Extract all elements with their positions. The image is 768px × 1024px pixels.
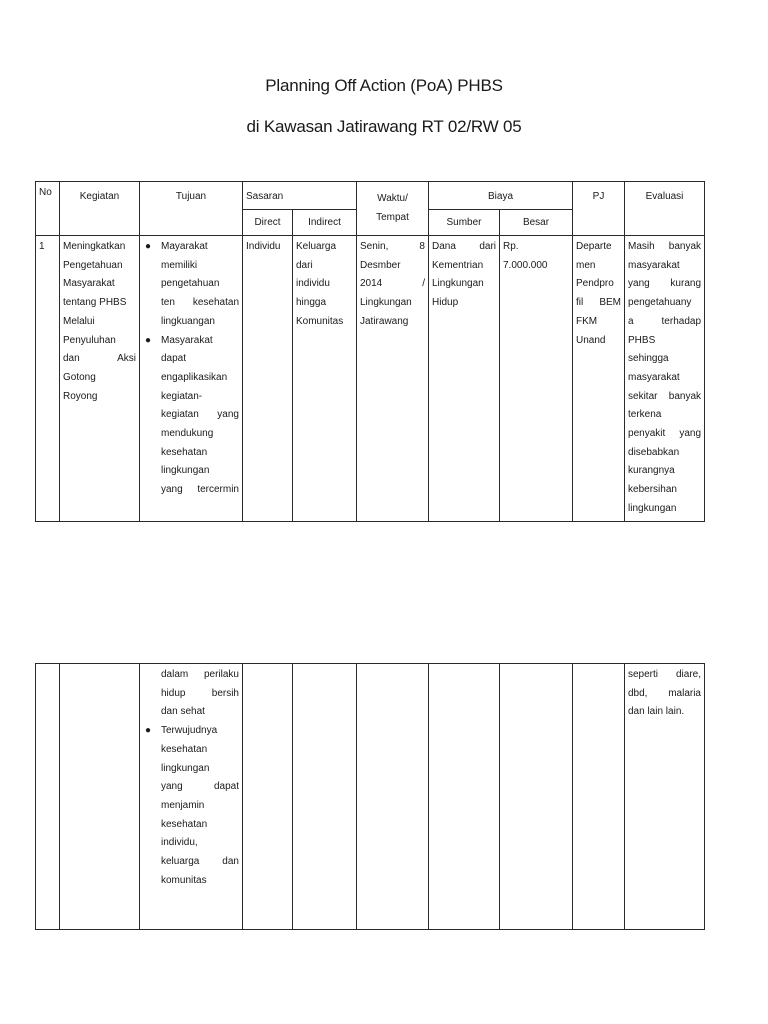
indirect-line: dari	[296, 259, 313, 271]
kegiatan-line: Masyarakat	[63, 278, 115, 290]
pj-line: Unand	[576, 334, 606, 346]
tujuan-line: kesehatan	[161, 446, 208, 458]
header-tempat: Tempat	[376, 211, 409, 223]
tujuan-line: lingkungan	[161, 465, 210, 477]
sumber-line: Lingkungan	[432, 278, 484, 290]
row-besar	[500, 236, 573, 522]
kegiatan-line: dan Aksi	[63, 353, 136, 365]
header-pj: PJ	[573, 182, 625, 236]
tujuan-line: individu,	[161, 837, 198, 849]
evaluasi-line: yang kurang	[628, 278, 702, 290]
poa-table-continued	[35, 663, 705, 930]
header-tujuan: Tujuan	[140, 182, 243, 236]
row-indirect	[293, 236, 357, 522]
waktu-line: Jatirawang	[360, 315, 409, 327]
document-subtitle: di Kawasan Jatirawang RT 02/RW 05	[246, 117, 522, 136]
cont-direct	[243, 664, 293, 930]
tujuan-line: engaplikasikan	[161, 371, 228, 383]
indirect-line: Komunitas	[296, 315, 344, 327]
sumber-line: Dana dari	[432, 241, 496, 252]
header-besar: Besar	[500, 210, 573, 236]
tujuan-line: Terwujudnya	[161, 725, 218, 737]
cont-no	[36, 664, 60, 930]
pj-line: Departe	[576, 241, 612, 252]
indirect-line: individu	[296, 278, 330, 290]
cont-evaluasi	[625, 664, 705, 930]
tujuan-line: Mayarakat	[161, 241, 208, 252]
tujuan-line: keluarga dan	[161, 856, 239, 868]
tujuan-item	[143, 332, 239, 500]
evaluasi-line: masyarakat	[628, 259, 680, 271]
tujuan-line: memiliki	[161, 259, 198, 271]
kegiatan-line: Penyuluhan	[63, 334, 116, 346]
evaluasi-line: PHBS	[628, 334, 656, 346]
indirect-line: Keluarga	[296, 241, 337, 252]
evaluasi-line: a terhadap	[628, 315, 702, 327]
row-evaluasi	[625, 236, 705, 522]
cont-pj	[573, 664, 625, 930]
kegiatan-line: Meningkatkan	[63, 241, 126, 252]
kegiatan-line: Royong	[63, 390, 98, 402]
indirect-line: hingga	[296, 297, 327, 309]
evaluasi-line: disebabkan	[628, 446, 680, 458]
pj-line: Pendpro	[576, 278, 614, 290]
header-direct: Direct	[243, 210, 293, 236]
tujuan-line: dapat	[161, 353, 187, 365]
evaluasi-line: sekitar banyak	[628, 390, 702, 402]
pj-line: men	[576, 259, 596, 271]
evaluasi-line: Masih banyak	[628, 241, 702, 252]
evaluasi-line: masyarakat	[628, 371, 680, 383]
evaluasi-line: terkena	[628, 409, 662, 421]
kegiatan-line: Pengetahuan	[63, 259, 123, 271]
evaluasi-line: pengetahuany	[628, 297, 692, 309]
tujuan-item	[143, 722, 239, 890]
evaluasi-line: penyakit yang	[628, 428, 702, 440]
waktu-line: Desmber	[360, 259, 401, 271]
tujuan-line: kegiatan yang	[161, 409, 239, 421]
header-sasaran: Sasaran	[243, 182, 357, 210]
waktu-line: Senin, 8	[360, 241, 425, 252]
tujuan-line: hidup bersih	[161, 687, 239, 699]
besar-line: 7.000.000	[503, 259, 548, 271]
row-kegiatan	[60, 236, 140, 522]
tujuan-line: kesehatan	[161, 743, 208, 755]
cont-indirect	[293, 664, 357, 930]
cont-sumber	[429, 664, 500, 930]
pj-line: FKM	[576, 315, 598, 327]
document-title: Planning Off Action (PoA) PHBS	[265, 76, 503, 95]
cont-tujuan	[140, 664, 243, 930]
sumber-line: Kementrian	[432, 259, 484, 271]
bullet-icon: ●	[145, 725, 152, 737]
tujuan-line: komunitas	[161, 874, 207, 886]
tujuan-line: kegiatan-	[161, 390, 203, 402]
header-sumber: Sumber	[429, 210, 500, 236]
bullet-icon: ●	[145, 334, 152, 346]
row-pj	[573, 236, 625, 522]
tujuan-line: kesehatan	[161, 818, 208, 830]
tujuan-line: menjamin	[161, 799, 205, 811]
header-waktu-tempat	[357, 182, 429, 236]
kegiatan-line: tentang PHBS	[63, 297, 127, 309]
evaluasi-line: kebersihan	[628, 484, 677, 496]
poa-table	[35, 181, 705, 522]
row-direct: Individu	[243, 236, 293, 522]
tujuan-line: Masyarakat	[161, 334, 213, 346]
row-waktu-tempat	[357, 236, 429, 522]
evaluasi-line: sehingga	[628, 353, 669, 365]
tujuan-line: lingkungan	[161, 762, 210, 774]
tujuan-item	[143, 238, 239, 332]
tujuan-line: ten kesehatan	[161, 297, 239, 309]
cont-kegiatan	[60, 664, 140, 930]
tujuan-line: mendukung	[161, 428, 214, 440]
tujuan-line: dalam perilaku	[161, 669, 239, 680]
header-evaluasi: Evaluasi	[625, 182, 705, 236]
tujuan-line: dan sehat	[161, 706, 205, 718]
row-tujuan	[140, 236, 243, 522]
header-biaya: Biaya	[429, 182, 573, 210]
waktu-line: 2014 /	[360, 278, 425, 290]
kegiatan-line: Gotong	[63, 371, 96, 383]
evaluasi-line: kurangnya	[628, 465, 675, 477]
row-sumber	[429, 236, 500, 522]
sumber-line: Hidup	[432, 297, 459, 309]
evaluasi-line: lingkungan	[628, 502, 677, 514]
besar-line: Rp.	[503, 241, 519, 252]
pj-line: fil BEM	[576, 297, 622, 309]
tujuan-line: lingkuangan	[161, 315, 215, 327]
header-indirect: Indirect	[293, 210, 357, 236]
evaluasi-line: dan lain lain.	[628, 706, 685, 718]
tujuan-line: pengetahuan	[161, 278, 220, 290]
evaluasi-line: seperti diare,	[628, 669, 701, 680]
header-kegiatan: Kegiatan	[60, 182, 140, 236]
header-no: No	[36, 182, 60, 236]
waktu-line: Lingkungan	[360, 297, 412, 309]
evaluasi-line: dbd, malaria	[628, 687, 701, 699]
tujuan-line: yang tercermin	[161, 484, 239, 496]
cont-waktu	[357, 664, 429, 930]
row-no: 1	[36, 236, 60, 522]
cont-besar	[500, 664, 573, 930]
kegiatan-line: Melalui	[63, 315, 95, 327]
tujuan-line: yang dapat	[161, 781, 239, 793]
header-waktu: Waktu/	[377, 193, 408, 204]
bullet-icon: ●	[145, 241, 152, 252]
